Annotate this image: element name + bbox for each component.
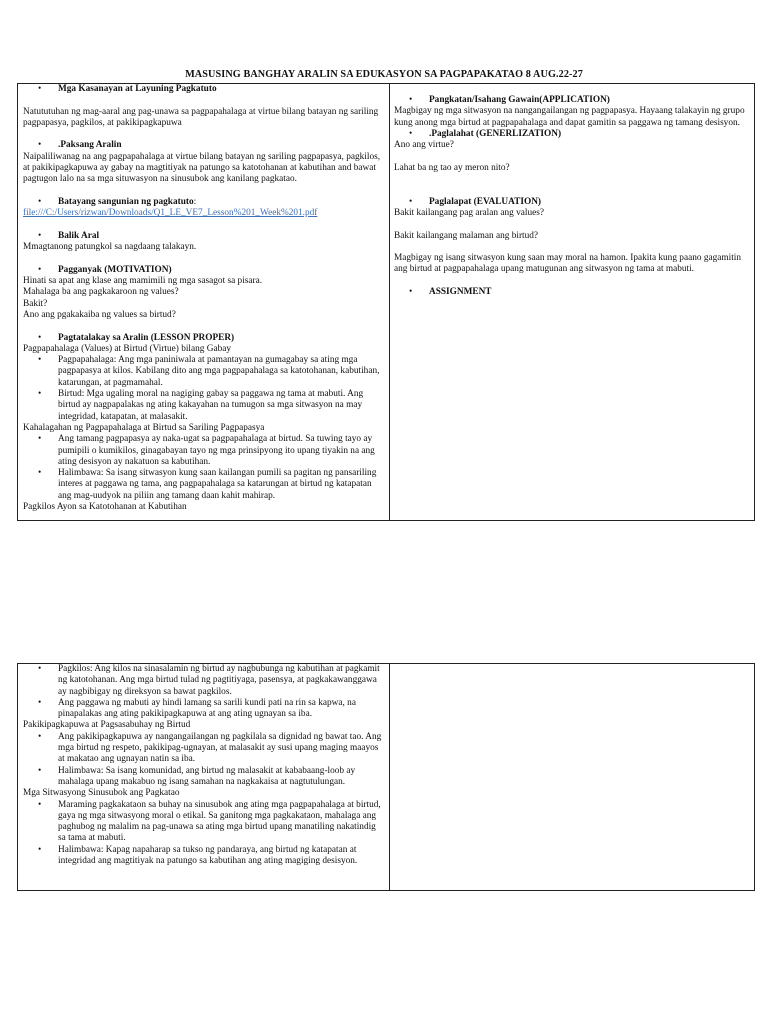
lesson-heading: • Pagtatalakay sa Aralin (LESSON PROPER) bbox=[23, 333, 385, 344]
application-heading: • Pangkatan/Isahang Gawain(APPLICATION) bbox=[394, 95, 751, 106]
list-item: • Pagkilos: Ang kilos na sinasalamin ng birtud ay nagbubunga ng kabutihan at pagkamit ng katotohanan. Ang mga birtud tulad ng pagtitiyaga, pasensya, at pagkakawanggawa ay nagbibigay ng direksyon sa bawat pagkilos. bbox=[23, 664, 385, 698]
motivation-line: Bakit? bbox=[23, 298, 48, 309]
motivation-line: Hinati sa apat ang klase ang mamimili ng mga sasagot sa pisara. bbox=[23, 276, 263, 287]
evaluation-text: Magbigay ng isang sitwasyon kung saan may moral na hamon. Ipakita kung paano gagamitin ang birtud at pagpapahalaga upang matugunan ang sitwasyon ng tama at mabuti. bbox=[394, 253, 742, 275]
list-item: • Halimbawa: Sa isang komunidad, ang birtud ng malasakit at kababaang-loob ay mahalaga upang makabuo ng isang samahan na nagkakaisa at nagtutulungan. bbox=[23, 766, 385, 789]
lesson-plan-table bbox=[17, 83, 755, 521]
lesson-list bbox=[23, 732, 385, 788]
lesson-subheading: Kahalagahan ng Pagpapahalaga at Birtud sa Sariling Pagpapasya bbox=[23, 422, 265, 433]
left-column bbox=[23, 664, 385, 867]
list-item: • Ang pakikipagkapuwa ay nangangailangan ng pagkilala sa dignidad ng bawat tao. Ang mga birtud ng respeto, pakikipag-ugnayan, at malasakit ay susi upang maging maayos at makatao ang ugnayan natin sa iba. bbox=[23, 732, 385, 766]
evaluation-question: Bakit kailangang pag aralan ang values? bbox=[394, 207, 544, 218]
generalization-question: Ano ang virtue? bbox=[394, 140, 454, 151]
list-item: • Birtud: Mga ugaling moral na nagiging gabay sa paggawa ng tama at mabuti. Ang birtud ay nagpapalakas ng ating kakayahan na tumugon sa mga sitwasyon na may integridad, katapatan, at malasakit. bbox=[23, 389, 385, 423]
generalization-question: Lahat ba ng tao ay meron nito? bbox=[394, 162, 510, 173]
motivation-line: Mahalaga ba ang pagkakaroon ng values? bbox=[23, 287, 179, 298]
lesson-subheading: Mga Sitwasyong Sinusubok ang Pagkatao bbox=[23, 788, 180, 799]
lesson-plan-table-continued bbox=[17, 663, 755, 891]
list-item: • Maraming pagkakataon sa buhay na sinusubok ang ating mga pagpapahalaga at birtud, gaya ng mga sitwasyong moral o etikal. Sa ganitong mga pagkakataon, mahalaga ang paghubog ng malalim na pag-unawa sa ating mga birtud upang manatiling nakatindig sa tama at mabuti. bbox=[23, 800, 385, 845]
lesson-subheading: Pakikipagkapuwa at Pagsasabuhay ng Birtud bbox=[23, 720, 191, 731]
list-item: • Ang tamang pagpapasya ay naka-ugat sa pagpapahalaga at birtud. Sa tuwing tayo ay pumipili o kumikilos, ginagabayan tayo ng mga prinsipyong ito upang tiyakin na ang ating desisyon ay nakatuon sa kabutihan. bbox=[23, 434, 385, 468]
lesson-subheading: Pagkilos Ayon sa Katotohanan at Kabutihan bbox=[23, 501, 187, 512]
lesson-list bbox=[23, 664, 385, 720]
review-heading: • Balik Aral bbox=[23, 231, 385, 242]
list-item: • Pagpapahalaga: Ang mga paniniwala at pamantayan na gumagabay sa ating mga pagpapasya at kilos. Kabilang dito ang mga pagpapahalaga sa katotohanan, kabutihan, katarungan, at pagmamahal. bbox=[23, 355, 385, 389]
motivation-line: Ano ang pgakakaiba ng values sa birtud? bbox=[23, 309, 176, 320]
list-item: • Ang paggawa ng mabuti ay hindi lamang sa sarili kundi pati na rin sa kapwa, na pinapalakas ang ating pakikipagkapuwa at ang ating ugnayan sa iba. bbox=[23, 698, 385, 721]
topic-heading: • .Paksang Aralin bbox=[23, 140, 385, 151]
lesson-list bbox=[23, 800, 385, 868]
reference-link[interactable]: file:///C:/Users/rizwan/Downloads/Q1_LE_VE7_Lesson%201_Week%201.pdf bbox=[23, 208, 318, 219]
lesson-subheading: Pagpapahalaga (Values) at Birtud (Virtue) bilang Gabay bbox=[23, 343, 232, 354]
motivation-heading: • Pagganyak (MOTIVATION) bbox=[23, 265, 385, 276]
application-text: Magbigay ng mga sitwasyon na nangangailangan ng pagpapasya. Hayaang talakayin ng grupo kung anong mga birtud at pagpapahalaga and dapat gamitin sa paggawa ng tamang desisyon. bbox=[394, 106, 745, 128]
right-column bbox=[394, 95, 751, 298]
objectives-heading: • Mga Kasanayan at Layuning Pagkatuto bbox=[23, 84, 385, 95]
column-divider bbox=[389, 664, 390, 890]
list-item: • Halimbawa: Sa isang sitwasyon kung saan kailangan pumili sa pagitan ng pansariling interes at paggawa ng tama, ang pagpapahalaga sa katarungan at birtud ng katapatan ang mag-uudyok na piliin ang tamang daan kahit mahirap. bbox=[23, 468, 385, 502]
review-text: Mmagtanong patungkol sa nagdaang talakayn. bbox=[23, 242, 197, 253]
list-item: • Halimbawa: Kapag napaharap sa tukso ng pandaraya, ang birtud ng katapatan at integridad ang magtitiyak na patungo sa kabutihan ang ating magiging desisyon. bbox=[23, 845, 385, 868]
evaluation-heading: • Paglalapat (EVALUATION) bbox=[394, 197, 751, 208]
lesson-list bbox=[23, 434, 385, 502]
objectives-text: Natututuhan ng mag-aaral ang pag-unawa sa pagpapahalaga at virtue bilang batayan ng sariling pagpapasya, pagkilos, at pakikipagkapuwa bbox=[23, 106, 379, 128]
lesson-list bbox=[23, 355, 385, 423]
topic-text: Naipaliliwanag na ang pagpapahalaga at virtue bilang batayan ng sariling pagpapasya, pagkilos, at pakikipagkapuwa ay gabay na magtitiyak na patungo sa katotohanan at kabutihan and bawat pagtugon lalo na sa mga situwasyon na sinusubok ang kanilang pagkatao. bbox=[23, 151, 381, 185]
column-divider bbox=[389, 84, 390, 520]
assignment-heading: • ASSIGNMENT bbox=[394, 287, 751, 298]
evaluation-question: Bakit kailangang malaman ang birtud? bbox=[394, 230, 539, 241]
generalization-heading: • .Paglalahat (GENERLIZATION) bbox=[394, 129, 751, 140]
reference-heading: • Batayang sangunian ng pagkatuto: bbox=[23, 197, 385, 208]
document-title: MASUSING BANGHAY ARALIN SA EDUKASYON SA PAGPAPAKATAO 8 AUG.22-27 bbox=[185, 69, 583, 80]
left-column bbox=[23, 84, 385, 513]
